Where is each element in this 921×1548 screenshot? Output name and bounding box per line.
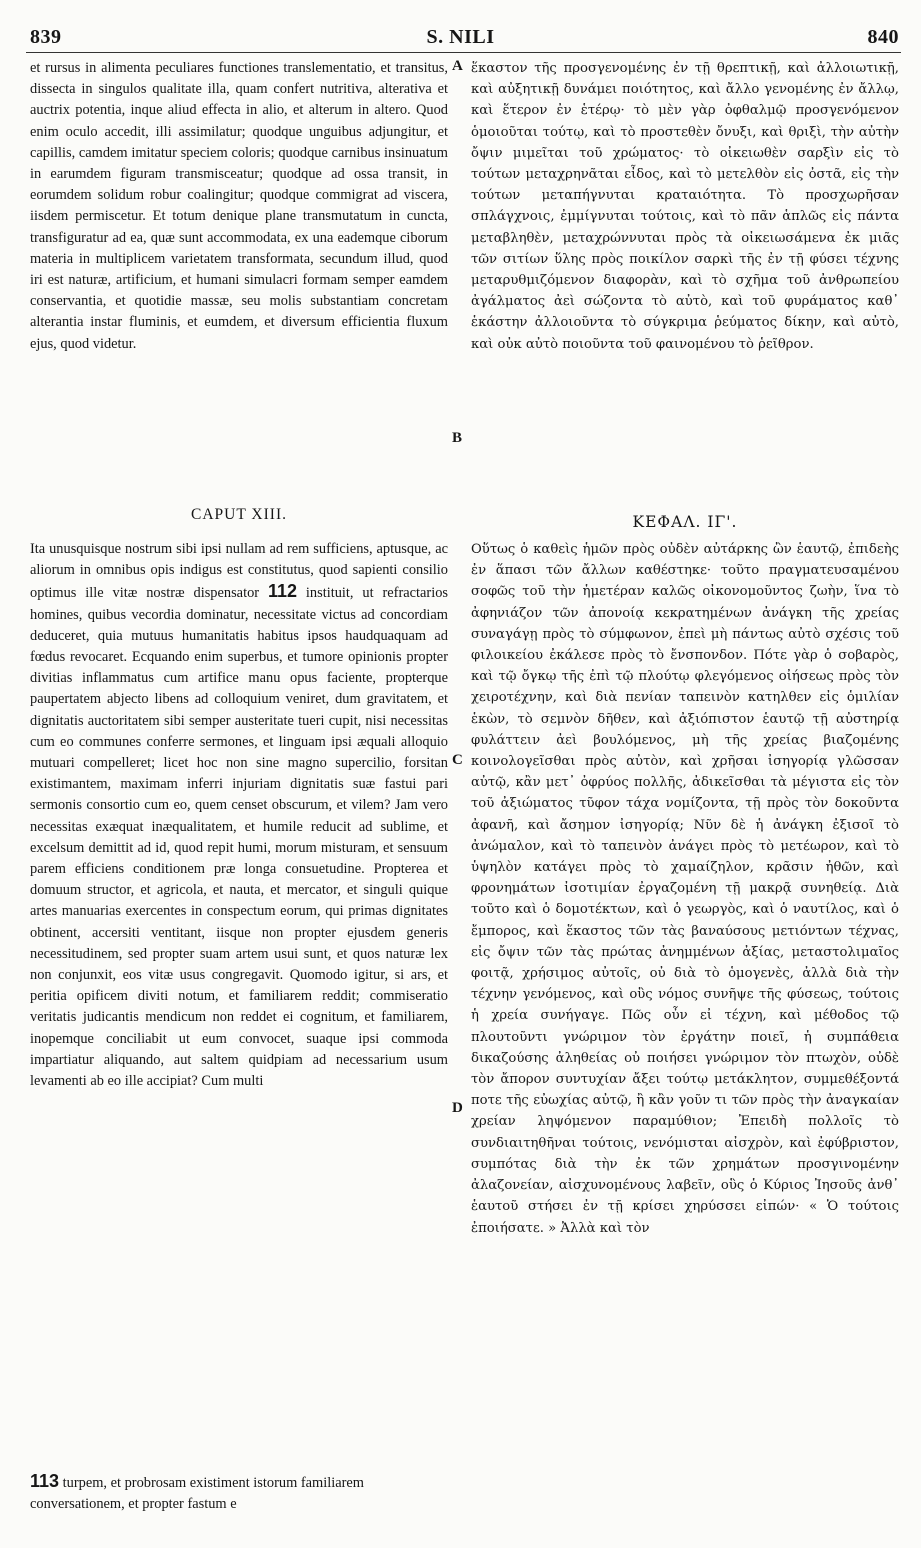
left-page-number: 839 [30,26,62,48]
greek-column-top [471,58,899,355]
latin-text-a: Ita unusquisque nostrum sibi ipsi nullam ad rem sufficiens, aptusque, ac aliorum in omnibus opis indigus est constitutus, quod sapienti consilio optimus ille vitæ nostræ dispensator [30,541,448,602]
margin-letter-c: C [452,752,463,768]
latin-last-line [30,1471,448,1515]
latin-text-c: turpem, et probrosam existiment istorum familiarem conversationem, et propter fastum e [30,1475,364,1513]
right-page-number: 840 [867,26,899,48]
greek-paragraph: ἕκαστον τῆς προσγενομένης ἐν τῇ θρεπτικῇ, καὶ ἀλλοιωτικῇ, καὶ αὐξητικῇ δυνάμει ποιότητος, καὶ ἄλλο γενομένης ἐν ἄλλῳ, καὶ ἕτερον ἐν ἑτέρῳ· τὸ μὲν γὰρ ὀφθαλμῷ προσγενόμενον ὁμοιοῦται τούτῳ, καὶ τὸ προστεθὲν ὄνυξι, καὶ θριξὶ, τὴν αὐτὴν ὄψιν μιμεῖται τοῦ χρώματος· τὸ οἰκειωθὲν σαρξὶν εἰς τὸ τούτων μεταχρηνᾶται εἶδος, καὶ τὸ μετελθὸν εἰς ὀστᾶ, εἰς τὴν τούτων μεταπήγνυται κραταιότητα. Τὸ προσχωρῆσαν σπλάγχνοις, ἐμμίγνυται τούτοις, καὶ τὸ πᾶν ἁπλῶς εἰς πάντα μεταβληθὲν, μεταχρώννυται πρὸς τὰ οἰκειωσάμενα ἐκ μιᾶς τῶν σιτίων ὕλης πρὸς ποικίλον σαρκὶ τῆς ἐν τῇ φύσει τέχνης μεταρυθμιζόμενον διαφορὰν, καὶ τὸ σχῆμα τοῦ ἀνθρωπείου ἀγάλματος ἀεὶ σώζοντα τὸ αὐτὸ, καὶ τοῦ φυράματος καθ᾽ ἑκάστην ἀλλοιοῦντα τὸ σύγκριμα ῥεύματος δίκην, καὶ αὐτὸ, καὶ οὐκ αὐτὸ ποιοῦντα τοῦ φαινομένου τὸ ῥεῖθρον. [471,61,899,352]
latin-chapter-heading: CAPUT XIII. [191,506,287,523]
page-mark-113: 113 [30,1471,60,1491]
header-rule [26,52,901,53]
page-mark-112: 112 [267,581,298,602]
greek-paragraph-chapter: Οὕτως ὁ καθεὶς ἡμῶν πρὸς οὐδὲν αὐτάρκης ὢν ἑαυτῷ, ἐπιδεὴς ἐν ἅπασι τῶν ἄλλων καθέστηκε· τοῦτο πραγματευσαμένου σοφῶς τοῦ τὴν ἡμετέραν καλῶς οἰκονομοῦντος ζωὴν, ἵνα τὸ ἀφηνιάζον τῶν ἀπονοίᾳ κεκρατημένων ἀνάγκη τῆς χρείας συναγάγῃ πρὸς τὸ σύμφωνον, ἐπεὶ μὴ πάντως αὐτὸ σχέσις τοῦ φιλοικείου ἐκάλεσε πρὸς τὸ ἔνσπονδον. Πότε γὰρ ὁ σοβαρὸς, καὶ τῷ ὄγκῳ τῆς ἐπὶ τῷ πλούτῳ φλεγόμενος οἰήσεως πρὸς τὸν χειροτέχνην, καὶ διὰ πενίαν ταπεινὸν κατηλθεν εἰς ὁμιλίαν ἑκὼν, τὸ σεμνὸν δῆθεν, καὶ ἀξιόπιστον ἑαυτῷ τῇ αὐστηρίᾳ φυλάττειν ἀεὶ βουλόμενος, μὴ τῆς χρείας βιαζομένης κοινολογεῖσθαι πρὸς αὐτὸν, καὶ χρῆσαι ἰσηγορίᾳ γλῶσσαν αὐτῷ, κἂν μετ᾽ ὀφρύος πολλῆς, ἀδικεῖσθαι τὰ μέγιστα εἰς τὸν τοῦ ἀξιώματος τῦφον τάχα νομίζοντα, τῇ πρὸς τὸν δοκοῦντα ἀφανῆ, καὶ ἄσημον ἰσηγορίᾳ; Νῦν δὲ ἡ ἀνάγκη ἐξισοῖ τὸ ἀνώμαλον, καὶ τὸ ταπεινὸν ἀνάγει πρὸς τὸ μετέωρον, καὶ τὸ ὑψηλὸν κατάγει πρὸς τὸ χαμαίζηλον, κρᾶσιν ἠθῶν, καὶ φρονημάτων ἰσοτιμίαν ἐργαζομένη τῇ μακρᾷ συνηθείᾳ. Διὰ τοῦτο καὶ ὁ δομοτέκτων, καὶ ὁ γεωργὸς, καὶ ὁ ναυτίλος, καὶ ὁ ἔμπορος, καὶ ἕκαστος τῶν τὰς βαναύσους μετιόντων τέχνας, εἰς ὄψιν τῶν τὰς πρώτας ἀνημμένων ἀξίας, μεταστολιμαῖος φοιτᾷ, χρήσιμος αὐτοῖς, οὐ διὰ τὸ ὁμογενὲς, ἀλλὰ διὰ τὴν τέχνην γενόμενος, καὶ οὓς νόμος συνῆψε τῆς φύσεως, τούτοις ἡ χρεία συνήγαγε. Πῶς οὖν εἰ τέχνη, καὶ μέθοδος τῷ πλουτοῦντι γνώριμον τὸν ἐργάτην ποιεῖ, ἡ συμπάθεια δικαζούσης ἀληθείας οὐ ποιήσει γνώριμον τὸν πτωχὸν, οὐδὲ τὸν ἄπορον συντυχίαν ἄξει τούτῳ μετάκλητον, συμμεθέξοντά ποτε τῆς εὐωχίας αὐτῷ, ἢ κἂν γοῦν τι τῶν πρὸς τὴν ἀναγκαίαν χρείαν ληψόμενον παραμύθιον; Ἐπειδὴ πολλοῖς τὸ συνδιαιτηθῆναι τούτοις, νενόμισται αἰσχρὸν, καὶ ἐφύβριστον, συμπότας διὰ τὴν ἐκ τῶν χρημάτων προσγινομένην ἀλαζονείαν, αἰσχυνομένους λαβεῖν, οὓς ὁ Κύριος Ἰησοῦς ἀνθ᾽ ἑαυτοῦ στήσει ἐν τῇ κρίσει χηρύσσει εἰπών· « Ὁ τούτοις ἐποιήσατε. » Ἀλλὰ καὶ τὸν [471,542,899,1236]
latin-paragraph-chapter [30,539,448,1092]
running-title: S. NILI [426,26,495,48]
greek-column-bottom [471,539,899,1239]
margin-letter-a: A [452,58,463,74]
latin-column-bottom [30,539,448,1092]
margin-letter-d: D [452,1100,463,1116]
latin-text-b: instituit, ut refractarios homines, quibus vecordia dominatur, necessitate victus ad concordiam deduceret, quia mutuus humanitatis habitus ipsos haudquaquam ad fœdus revocaret. Ecquando enim superbus, et tumore opinionis propter divitias inflammatus cum artifice manu opus faciente, propterque paupertatem abjecto libens ad colloquium veniret, dum gravitatem, et dignitatis auctoritatem sibi semper austeritate tueri cupit, nisi necessitas cum eo communes conferre sermones, et linguam ipsi æquali alloquio mutuari compelleret; licet hoc non sine magno supercilio, forsitan existimantem, maximam inferri injuriam dignitatis suæ fastui pari sermonis consortio cum eo, quem censet obscurum, et vilem? Jam vero necessitas exæquat inæqualitatem, et humile reducit ad sublime, et excelsum demittit ad id, quod repit humi, morum misturam, et sensuum parem efficiens conditionem præ longa consuetudine. Propterea et domuum structor, et agricola, et nauta, et mercator, et singuli quique artes manuarias exercentes in conspectum eorum, qui primas dignitates obtinent, accersiti ventitant, iisque non propter ejusdem generis necessitudinem, sed propter suam artem usui sunt, et quos naturæ lex non conjunxit, eos vitæ usus congregavit. Quomodo igitur, si ars, et peritia opificem diviti notum, et familiarem reddit; commiseratio veritatis judicantis mendicum non reddet ei cognitum, et familiarem, inopemque conciliabit ut eum convocet, suaque ipsi commoda impartiatur aliquando, aut saltem quidpiam ad necessarium usum levamenti ab eo ille accipiat? Cum multi [30,585,448,1090]
latin-paragraph: et rursus in alimenta peculiares functiones translementatio, et transitus, dissecta in singulos qualitate illa, quam confert nutritiva, alterativa et auctrix potentia, inque aliud effecta in alio, et alterum in altero. Quod enim oculo accedit, illi assimilatur; quodque unguibus adjungitur, et capillis, camdem imitatur speciem coloris; quodque carnibus insinuatum in earumdem figuram transmisceatur; quodque ad ossa transit, in eorumdem solidum robur coalingitur; quodque commigrat ad viscera, iisdem permiscetur. Et totum denique plane transmutatum in cuncta, transfiguratur ad ea, quæ sunt accommodata, ex una eademque ciborum materia in multiplicem varietatem transformata, secundum illud, quod iri est naturæ, artificium, et humani simulacri formam semper eamdem conservantia, et quotidie massæ, seu molis substantiam concretam alterantia instar fluminis, et eumdem, et diversum efficientia fluxum ejus, quod videtur. [30,60,448,352]
greek-chapter-heading: ΚΕΦΑΛ. ΙΓ'. [632,513,738,531]
margin-letter-b: B [452,430,463,446]
latin-column-top [30,58,448,355]
